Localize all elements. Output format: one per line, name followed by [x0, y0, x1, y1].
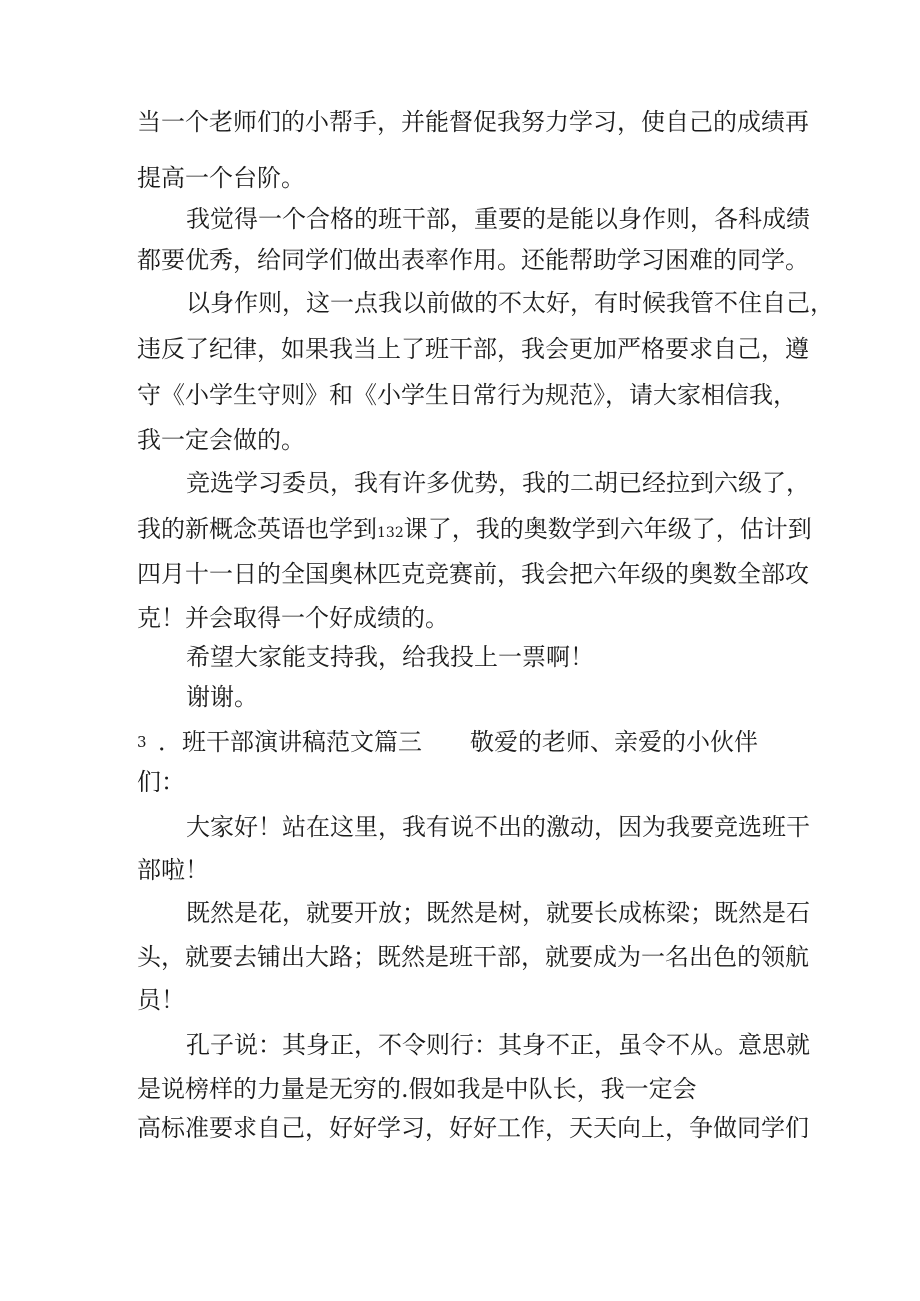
paragraph-line: 部啦！: [137, 856, 209, 884]
paragraph-line: 既然是花，就要开放；既然是树，就要长成栋梁；既然是石: [186, 899, 810, 927]
paragraph-line: 头，就要去铺出大路；既然是班干部，就要成为一名出色的领航: [137, 943, 809, 971]
lesson-number: 132: [377, 525, 404, 541]
paragraph-line: 们：: [137, 768, 185, 796]
paragraph-line: 以身作则，这一点我以前做的不太好，有时候我管不住自己，: [186, 289, 834, 317]
paragraph-line: 是说榜样的力量是无穷的.假如我是中队长，我一定会: [137, 1075, 697, 1103]
paragraph-line: 希望大家能支持我，给我投上一票啊！: [186, 643, 594, 671]
paragraph-line: 当一个老师们的小帮手，并能督促我努力学习，使自己的成绩再: [137, 108, 809, 136]
paragraph-line: 谢谢。: [186, 683, 258, 711]
paragraph-line: 我一定会做的。: [137, 426, 305, 454]
paragraph-line: 提高一个台阶。: [137, 164, 305, 192]
paragraph-line: 高标准要求自己，好好学习，好好工作，天天向上，争做同学们: [137, 1114, 809, 1142]
paragraph-line: 员！: [137, 986, 185, 1014]
section-number: 3: [137, 733, 147, 751]
paragraph-line: 守《小学生守则》和《小学生日常行为规范》，请大家相信我，: [137, 381, 797, 409]
paragraph-line: 我觉得一个合格的班干部，重要的是能以身作则，各科成绩: [186, 205, 810, 233]
paragraph-line: 大家好！站在这里，我有说不出的激动，因为我要竞选班干: [186, 813, 810, 841]
paragraph-line: 都要优秀，给同学们做出表率作用。还能帮助学习困难的同学。: [137, 246, 809, 274]
paragraph-line: 克！并会取得一个好成绩的。: [137, 604, 449, 632]
section-heading: ．班干部演讲稿范文篇三: [158, 728, 422, 756]
greeting-line: 敬爱的老师、亲爱的小伙伴: [470, 728, 758, 756]
paragraph-line: 违反了纪律，如果我当上了班干部，我会更加严格要求自己，遵: [137, 335, 809, 363]
paragraph-line: [137, 511, 812, 551]
paragraph-line: 四月十一日的全国奥林匹克竞赛前，我会把六年级的奥数全部攻: [137, 560, 809, 588]
paragraph-line: 孔子说：其身正，不令则行：其身不正，虽令不从。意思就: [186, 1031, 810, 1059]
paragraph-line: 竞选学习委员，我有许多优势，我的二胡已经拉到六级了，: [186, 469, 810, 497]
line-text-part: 我的新概念英语也学到: [137, 515, 377, 543]
line-text-part: 课了，我的奥数学到六年级了，估计到: [403, 515, 812, 543]
